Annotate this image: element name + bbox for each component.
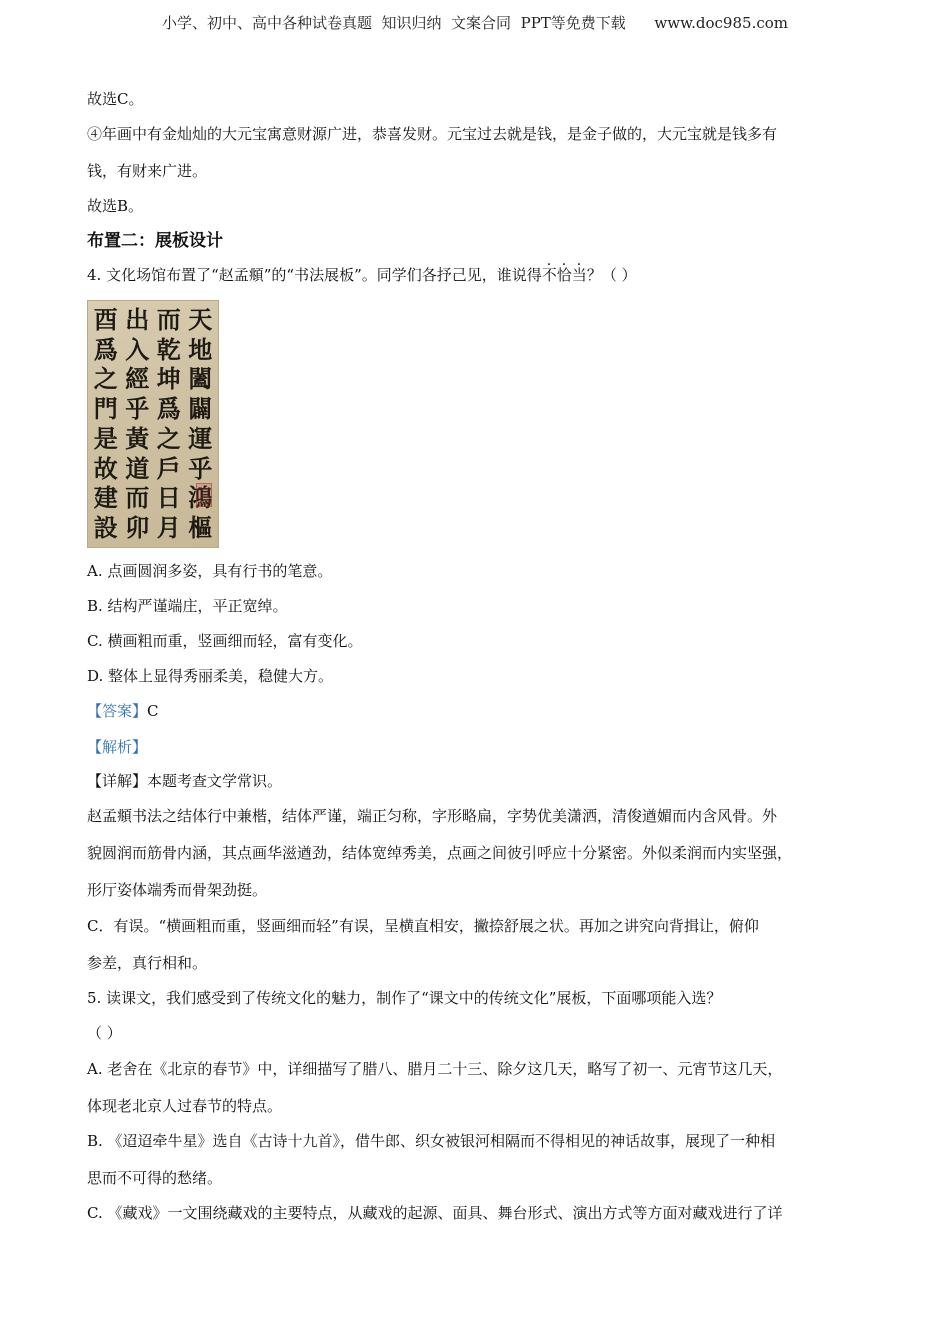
calligraphy-char: 建	[93, 483, 118, 513]
stem-text: 4. 文化场馆布置了“赵孟頫”的“书法展板”。同学们各抒己见，谁说得	[87, 266, 542, 284]
calligraphy-char: 門	[93, 394, 118, 424]
calligraphy-char: 地	[188, 334, 213, 364]
calligraphy-char: 坤	[156, 364, 181, 394]
detail-line: C．有误。“横画粗而重，竖画细而轻”有误，呈横直相安，撇捺舒展之状。再加之讲究向背揖让，俯仰	[87, 917, 759, 935]
calligraphy-char: 乾	[156, 334, 181, 364]
q5-option-line: 体现老北京人过春节的特点。	[87, 1097, 283, 1115]
text-line: 故选C。	[87, 90, 144, 108]
answer-label: 【答案】	[87, 702, 148, 720]
option-a: A. 点画圆润多姿，具有行书的笔意。	[87, 562, 333, 580]
text-line: 钱，有财来广进。	[87, 162, 208, 180]
calligraphy-char: 月	[156, 513, 181, 543]
analysis-label: 【解析】	[87, 738, 148, 756]
page-header: 小学、初中、高中各种试卷真题 知识归纳 文案合同 PPT等免费下载 www.doc985.com	[161, 14, 788, 32]
calligraphy-char: 爲	[156, 394, 181, 424]
calligraphy-char: 經	[125, 364, 150, 394]
calligraphy-char: 鴻	[188, 483, 213, 513]
calligraphy-char: 酉	[93, 304, 118, 334]
answer-value: C	[147, 702, 159, 720]
option-b: B. 结构严谨端庄，平正宽绰。	[87, 597, 288, 615]
emphasis-char: 不	[541, 266, 557, 284]
calligraphy-char: 黃	[125, 423, 150, 453]
answer-line	[87, 700, 159, 722]
calligraphy-char: 乎	[125, 394, 150, 424]
q5-option-line: B. 《迢迢牵牛星》选自《古诗十九首》，借牛郎、织女被银河相隔而不得相见的神话故事，展现了一种相	[87, 1132, 776, 1150]
calligraphy-char: 運	[188, 423, 213, 453]
emphasis-char: 恰	[556, 266, 572, 284]
calligraphy-char: 日	[156, 483, 181, 513]
detail-line: 赵孟頫书法之结体行中兼楷，结体严谨，端正匀称，字形略扁，字势优美潇洒，清俊遒媚而内含风骨。外	[87, 807, 778, 825]
calligraphy-char: 而	[125, 483, 150, 513]
q5-option-line: 思而不可得的愁绪。	[87, 1169, 223, 1187]
calligraphy-char: 卯	[125, 513, 150, 543]
red-seal-mark	[196, 483, 212, 507]
calligraphy-char: 入	[125, 334, 150, 364]
calligraphy-char: 乎	[188, 453, 213, 483]
calligraphy-char: 闢	[188, 394, 213, 424]
calligraphy-char: 設	[93, 513, 118, 543]
emphasis-char: 当	[571, 266, 587, 284]
question-5-stem: 5. 读课文，我们感受到了传统文化的魅力，制作了“课文中的传统文化”展板，下面哪项能入选？	[87, 989, 722, 1007]
calligraphy-char: 樞	[188, 513, 213, 543]
calligraphy-char: 故	[93, 453, 118, 483]
calligraphy-char: 而	[156, 304, 181, 334]
stem-text: ？（ ）	[586, 266, 637, 284]
section-heading: 布置二：展板设计	[87, 231, 223, 251]
q5-option-line: C. 《藏戏》一文围绕藏戏的主要特点，从藏戏的起源、面具、舞台形式、演出方式等方面对藏戏进行了详	[87, 1204, 783, 1222]
calligraphy-image	[87, 300, 219, 548]
detail-line: 貌圆润而筋骨内涵，其点画华滋遒劲，结体宽绰秀美，点画之间彼引呼应十分紧密。外似柔润而内实坚强，	[87, 844, 793, 862]
text-line: 故选B。	[87, 197, 144, 215]
detail-line: 形厅姿体端秀而骨架劲挺。	[87, 881, 268, 899]
calligraphy-char: 出	[125, 304, 150, 334]
calligraphy-char: 是	[93, 423, 118, 453]
calligraphy-char: 爲	[93, 334, 118, 364]
calligraphy-char: 之	[156, 423, 181, 453]
q5-option-line: A. 老舍在《北京的春节》中，详细描写了腊八、腊月二十三、除夕这几天，略写了初一、元宵节这几天，	[87, 1060, 783, 1078]
option-d: D. 整体上显得秀丽柔美，稳健大方。	[87, 667, 334, 685]
calligraphy-characters	[90, 305, 216, 543]
calligraphy-char: 戶	[156, 453, 181, 483]
calligraphy-char: 道	[125, 453, 150, 483]
question-5-stem: （ ）	[87, 1024, 122, 1042]
calligraphy-char: 闔	[188, 364, 213, 394]
option-c: C. 横画粗而重，竖画细而轻，富有变化。	[87, 632, 363, 650]
text-line: ④年画中有金灿灿的大元宝寓意财源广进，恭喜发财。元宝过去就是钱，是金子做的，大元宝就是钱多有	[87, 125, 778, 143]
detail-line: 【详解】本题考查文学常识。	[87, 772, 283, 790]
calligraphy-char: 天	[188, 304, 213, 334]
question-4-stem	[87, 264, 637, 286]
detail-line: 参差，真行相和。	[87, 954, 208, 972]
calligraphy-char: 之	[93, 364, 118, 394]
